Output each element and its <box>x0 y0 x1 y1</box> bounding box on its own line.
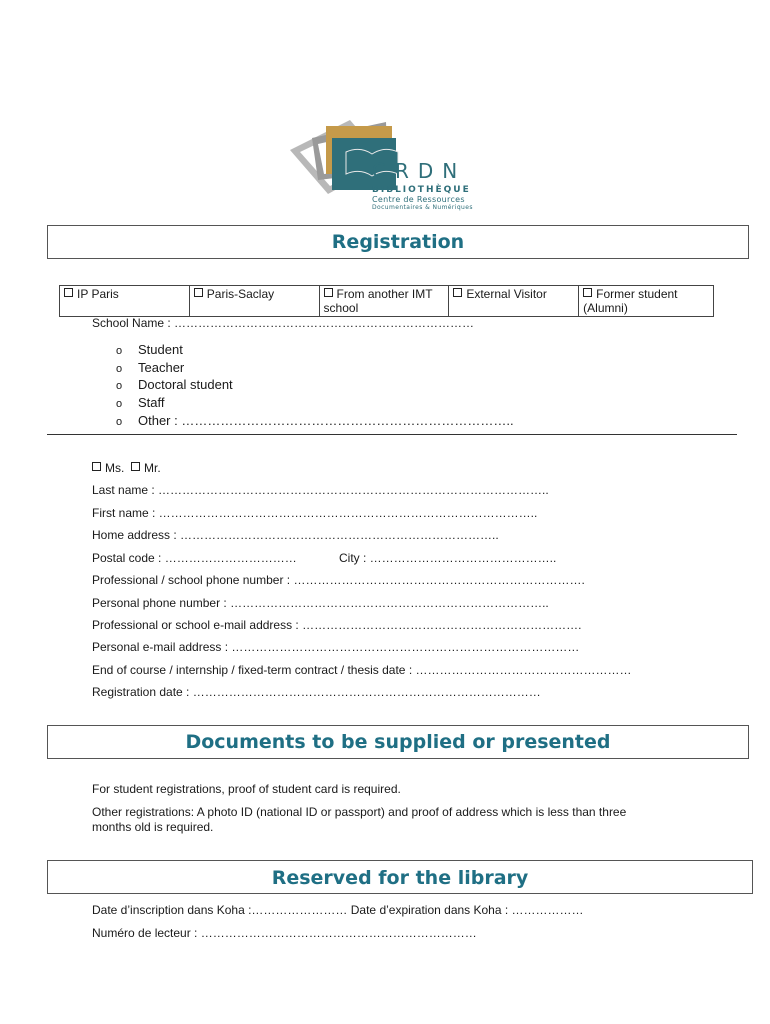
title-mr[interactable]: Mr. <box>144 461 161 475</box>
personal-email-field[interactable]: Personal e-mail address : …………………………………………………………………………… <box>92 640 580 654</box>
title-choice <box>92 461 161 475</box>
circle-bullet-icon: o <box>116 345 123 357</box>
logo-text <box>372 160 473 211</box>
documents-header <box>47 725 749 759</box>
home-address-field[interactable]: Home address : …………………………………………………………………….. <box>92 528 499 542</box>
registration-date-field[interactable]: Registration date : …………………………………………………………………………… <box>92 685 541 699</box>
logo-subtitle-3: Documentaires & Numériques <box>372 204 473 211</box>
checkbox-icon[interactable] <box>92 462 101 471</box>
checkbox-icon[interactable] <box>583 288 592 297</box>
registration-title: Registration <box>331 231 465 253</box>
registration-header <box>47 225 749 259</box>
personal-phone-field[interactable]: Personal phone number : …………………………………………………………………….. <box>92 596 549 610</box>
professional-phone-field[interactable]: Professional / school phone number : ………………………………………………………………. <box>92 573 585 587</box>
city-field[interactable]: City : ……………………………………….. <box>339 551 557 565</box>
documents-other-note-2: months old is required. <box>92 820 214 834</box>
school-name-field[interactable]: School Name : ………………………………………………………………… <box>92 316 475 330</box>
logo-title: CRDN <box>372 159 467 183</box>
divider <box>47 434 737 435</box>
end-of-course-date-field[interactable]: End of course / internship / fixed-term contract / thesis date : ……………………………………………… <box>92 663 632 677</box>
category-table <box>59 285 714 317</box>
circle-bullet-icon: o <box>116 415 123 428</box>
circle-bullet-icon: o <box>116 362 123 375</box>
reserved-header <box>47 860 753 894</box>
professional-email-field[interactable]: Professional or school e-mail address : ……………………………………………………………. <box>92 618 582 632</box>
postal-code-field[interactable]: Postal code : …………………………… <box>92 551 297 565</box>
checkbox-icon[interactable] <box>64 288 73 297</box>
category-alumni[interactable]: Former student (Alumni) <box>579 286 714 317</box>
documents-other-note: Other registrations: A photo ID (national ID or passport) and proof of address which is less than three <box>92 805 627 819</box>
reserved-title: Reserved for the library <box>271 867 529 889</box>
category-external-visitor[interactable]: External Visitor <box>449 286 579 317</box>
logo-subtitle: BIBLIOTHÈQUE <box>372 185 471 195</box>
checkbox-icon[interactable] <box>194 288 203 297</box>
logo-subtitle-2: Centre de Ressources <box>372 195 465 204</box>
category-imt-school[interactable]: From another IMT school <box>319 286 449 317</box>
first-name-field[interactable]: First name : ………………………………………………………………………………….. <box>92 506 538 520</box>
koha-dates-field[interactable]: Date d’inscription dans Koha :…………………… Date d’expiration dans Koha : ……………… <box>92 903 584 917</box>
checkbox-icon[interactable] <box>453 288 462 297</box>
documents-title: Documents to be supplied or presented <box>185 731 611 753</box>
reader-number-field[interactable]: Numéro de lecteur : …………………………………………………………… <box>92 926 477 940</box>
checkbox-icon[interactable] <box>324 288 333 297</box>
documents-student-note: For student registrations, proof of student card is required. <box>92 782 401 796</box>
category-paris-saclay[interactable]: Paris-Saclay <box>189 286 319 317</box>
status-option[interactable]: o Staff <box>116 395 514 413</box>
circle-bullet-icon: o <box>116 380 123 393</box>
last-name-field[interactable]: Last name : …………………………………………………………………………………….. <box>92 483 549 497</box>
title-ms[interactable]: Ms. <box>105 461 125 475</box>
status-option[interactable]: o Teacher <box>116 360 514 378</box>
status-list <box>116 342 514 431</box>
category-ip-paris[interactable]: IP Paris <box>60 286 190 317</box>
status-option[interactable]: o Other : ………………………………………………………………….. <box>116 413 514 431</box>
status-option[interactable]: o Doctoral student <box>116 377 514 395</box>
circle-bullet-icon: o <box>116 398 123 411</box>
checkbox-icon[interactable] <box>131 462 140 471</box>
status-option[interactable]: o Student <box>116 342 514 360</box>
